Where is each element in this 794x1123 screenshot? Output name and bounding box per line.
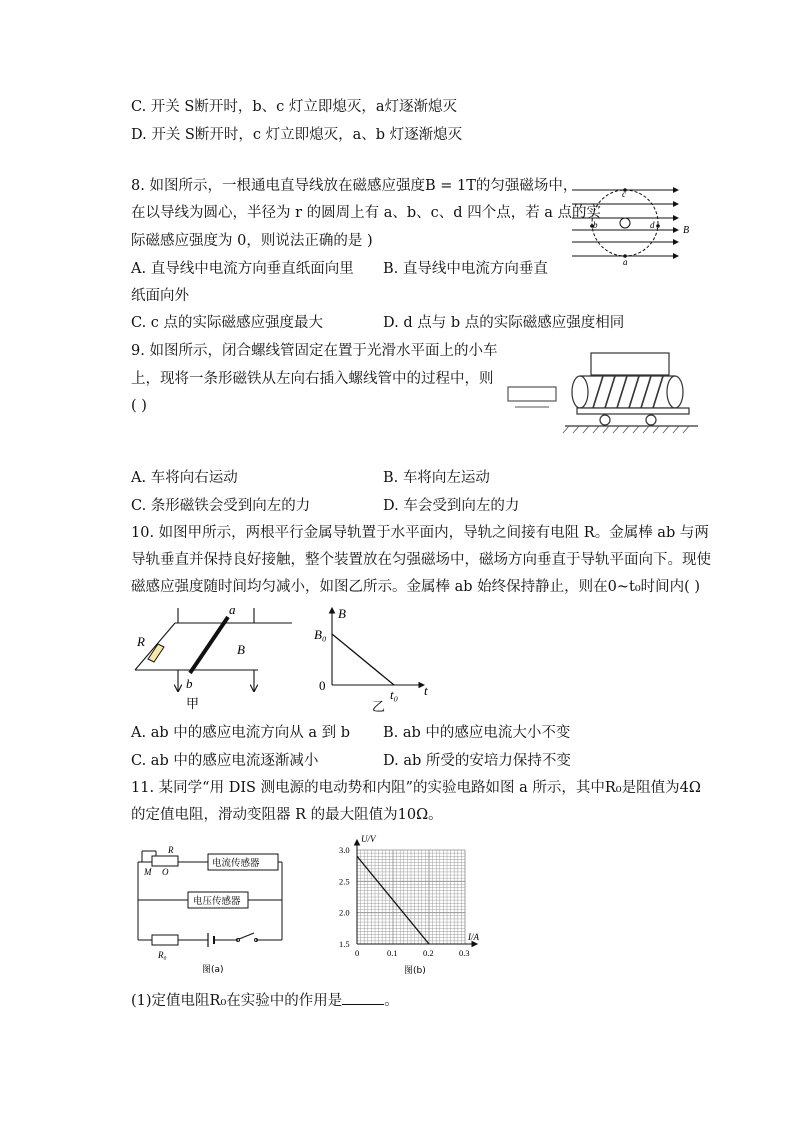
q11-a-label-r: R [168,845,174,855]
q11-b-y-label: U/V [361,834,376,844]
y-tick-label: 2.5 [339,876,350,887]
q10-yi-caption: 乙 [372,700,386,715]
q8-option-b-cont: 纸面向外 [131,288,189,304]
q10-option-b: B. ab 中的感应电流大小不变 [383,725,571,741]
q11-part1-end: 。 [384,993,399,1009]
q9-option-d: D. 车会受到向左的力 [383,498,520,514]
q11-a-label-r0: R₀ [158,950,167,960]
q10-jia-label-a: a [229,603,236,617]
x-tick-label: 0 [355,948,360,958]
q10-jia-label-r: R [137,634,145,649]
q10-stem-line3: 磁感应强度随时间均匀减小，如图乙所示。金属棒 ab 始终保持静止，则在0~t₀时间内( ) [131,579,701,595]
q9-option-a: A. 车将向右运动 [131,470,238,486]
y-tick-label: 3.0 [339,845,350,855]
q11-a-label-m: M [144,867,152,877]
y-tick-label: 1.5 [339,939,350,949]
x-axis-arrow [472,942,477,947]
q8-option-c: C. c 点的实际磁感应强度最大 [131,315,324,331]
q11-figure-a [130,842,290,977]
q10-yi-origin: 0 [319,678,326,693]
q8-stem-line1: 8. 如图所示，一根通电直导线放在磁感应强度B = 1T的匀强磁场中， [131,178,578,194]
q11-b-x-label: I/A [468,932,479,942]
q8-stem-line2: 在以导线为圆心，半径为 r 的圆周上有 a、b、c、d 四个点，若 a 点的实 [131,205,602,221]
x-tick-label: 0.2 [423,948,434,958]
q10-yi-axis-b: B [338,606,346,621]
q10-jia-label-b: b [186,676,193,691]
q9-option-b: B. 车将向左运动 [383,470,490,486]
q10-yi-axis-t: t [424,683,428,698]
q10-jia-label-field: B [237,642,245,657]
q11-stem-line2: 的定值电阻，滑动变阻器 R 的最大阻值为10Ω。 [131,807,443,823]
q7-option-d: D. 开关 S断开时，c 灯立即熄灭，a、b 灯逐渐熄灭 [131,127,463,143]
q11-part1-text: (1)定值电阻R₀在实验中的作用是 [131,993,343,1009]
q8-label-d: d [650,220,655,230]
q8-option-a: A. 直导线中电流方向垂直纸面向里 [131,261,354,277]
x-tick-label: 0.3 [459,948,470,958]
q11-a-current-sensor: 电流传感器 [212,858,260,869]
y-axis-arrow [355,840,360,845]
q9-stem-line2: 上，现将一条形磁铁从左向右插入螺线管中的过程中，则 [131,371,494,387]
q10-option-c: C. ab 中的感应电流逐渐减小 [131,753,319,769]
q10-yi-b0: B₀ [314,627,327,642]
q10-yi-t0: t₀ [390,687,399,702]
q10-jia-caption: 甲 [186,697,200,712]
q11-figure-b [335,832,490,980]
q8-label-a: a [623,257,628,267]
q10-stem-line2: 导轨垂直并保持良好接触，整个装置放在匀强磁场中，磁场方向垂直于导轨平面向下。现使 [131,552,711,568]
q8-label-b: b [593,220,598,230]
q11-part1 [131,990,399,1011]
q9-stem-line1: 9. 如图所示，闭合螺线管固定在置于光滑水平面上的小车 [131,343,498,359]
q9-figure [505,345,700,438]
q10-figure-yi [310,603,440,715]
q10-option-a: A. ab 中的感应电流方向从 a 到 b [131,725,350,741]
q8-label-c: c [622,189,626,199]
q11-b-caption: 图(b) [404,966,426,976]
q10-stem-line1: 10. 如图甲所示，两根平行金属导轨置于水平面内，导轨之间接有电阻 R。金属棒 ab 与两 [131,525,709,541]
q7-option-c: C. 开关 S断开时，b、c 灯立即熄灭，a灯逐渐熄灭 [131,99,457,115]
q8-option-d: D. d 点与 b 点的实际磁感应强度相同 [383,315,625,331]
x-tick-label: 0.1 [387,948,398,958]
q8-figure [570,180,695,268]
q11-a-label-o: O [162,867,169,877]
q10-option-d: D. ab 所受的安培力保持不变 [383,753,571,769]
q9-option-c: C. 条形磁铁会受到向左的力 [131,498,311,514]
y-tick-label: 2.0 [339,907,350,918]
q11-stem-line1: 11. 某同学“用 DIS 测电源的电动势和内阻”的实验电路如图 a 所示，其中R₀是阻值为4Ω [131,780,701,796]
q11-a-caption: 图(a) [202,965,224,975]
q11-part1-answer-blank[interactable] [342,990,384,1005]
q8-stem-line3: 际磁感应强度为 0，则说法正确的是 ) [131,233,373,249]
q8-label-field-b: B [683,225,690,236]
q10-figure-jia [130,603,300,715]
q8-option-b: B. 直导线中电流方向垂直 [383,261,548,277]
q9-stem-line3: ( ) [131,398,147,414]
q11-a-voltage-sensor: 电压传感器 [193,896,241,907]
